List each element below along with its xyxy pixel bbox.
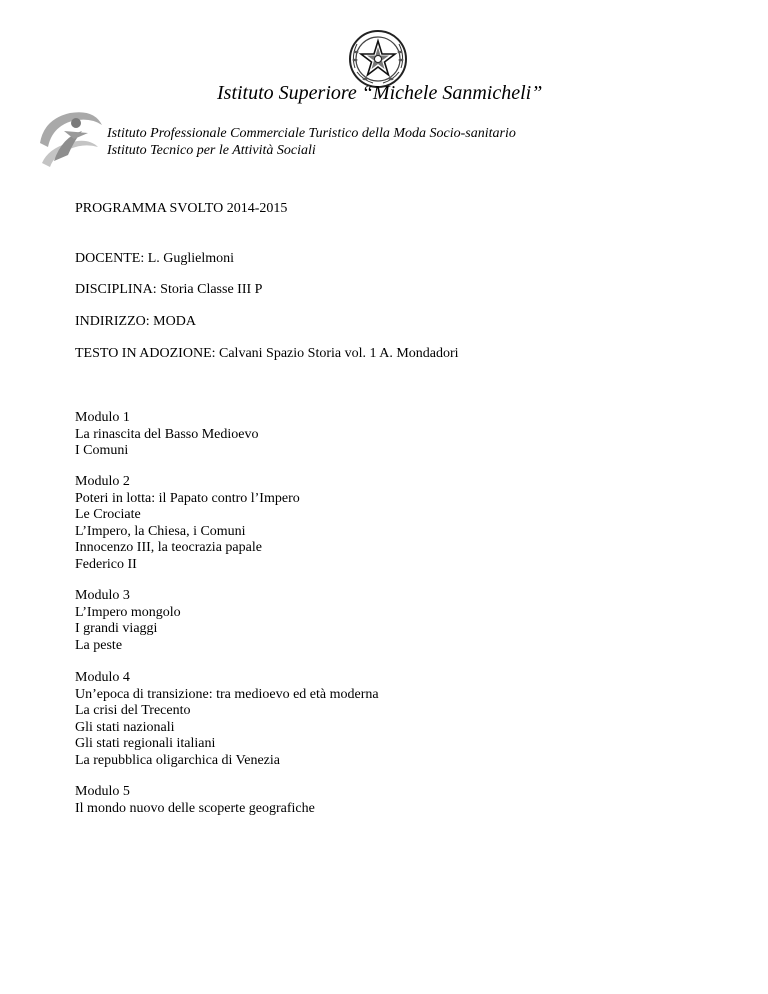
module-item: Innocenzo III, la teocrazia papale: [75, 540, 262, 555]
module-title: Modulo 4: [75, 670, 130, 685]
module-item: Gli stati nazionali: [75, 719, 175, 735]
module-item: La peste: [75, 637, 123, 653]
module-item: La crisi del Trecento: [75, 703, 191, 718]
disciplina-line: DISCIPLINA: Storia Classe III P: [75, 282, 263, 297]
school-swirl-logo-icon: [34, 103, 106, 169]
module-item: La rinascita del Basso Medioevo: [75, 426, 259, 442]
module-block-2: [75, 474, 300, 573]
module-title: Modulo 3: [75, 588, 130, 603]
module-item: L’Impero, la Chiesa, i Comuni: [75, 523, 246, 539]
module-item: Le Crociate: [75, 507, 141, 522]
docente-line: DOCENTE: L. Guglielmoni: [75, 251, 235, 266]
module-block-5: [75, 784, 315, 817]
testo-adozione-line: TESTO IN ADOZIONE: Calvani Spazio Storia vol. 1 A. Mondadori: [75, 346, 459, 361]
module-title: Modulo 2: [75, 474, 130, 489]
module-item: L’Impero mongolo: [75, 604, 181, 620]
module-title: Modulo 1: [75, 410, 130, 425]
module-item: La repubblica oligarchica di Venezia: [75, 752, 280, 768]
school-subtitle-1: Istituto Professionale Commerciale Turistico della Moda Socio-sanitario: [107, 126, 516, 141]
module-item: Un’epoca di transizione: tra medioevo ed età moderna: [75, 686, 379, 702]
programma-heading: PROGRAMMA SVOLTO 2014-2015: [75, 201, 288, 216]
module-block-3: [75, 588, 181, 654]
indirizzo-line: INDIRIZZO: MODA: [75, 314, 196, 329]
italian-republic-emblem-icon: [347, 28, 409, 90]
module-title: Modulo 5: [75, 784, 130, 799]
school-name: Istituto Superiore “Michele Sanmicheli”: [217, 82, 543, 104]
module-block-4: [75, 670, 379, 769]
school-subtitle-2: Istituto Tecnico per le Attività Sociali: [107, 143, 316, 158]
module-item: Gli stati regionali italiani: [75, 736, 216, 751]
module-item: I Comuni: [75, 443, 129, 458]
module-item: I grandi viaggi: [75, 621, 158, 636]
module-item: Federico II: [75, 556, 137, 572]
module-item: Poteri in lotta: il Papato contro l’Impero: [75, 490, 300, 506]
module-block-1: [75, 410, 259, 460]
module-item: Il mondo nuovo delle scoperte geografiche: [75, 800, 315, 816]
